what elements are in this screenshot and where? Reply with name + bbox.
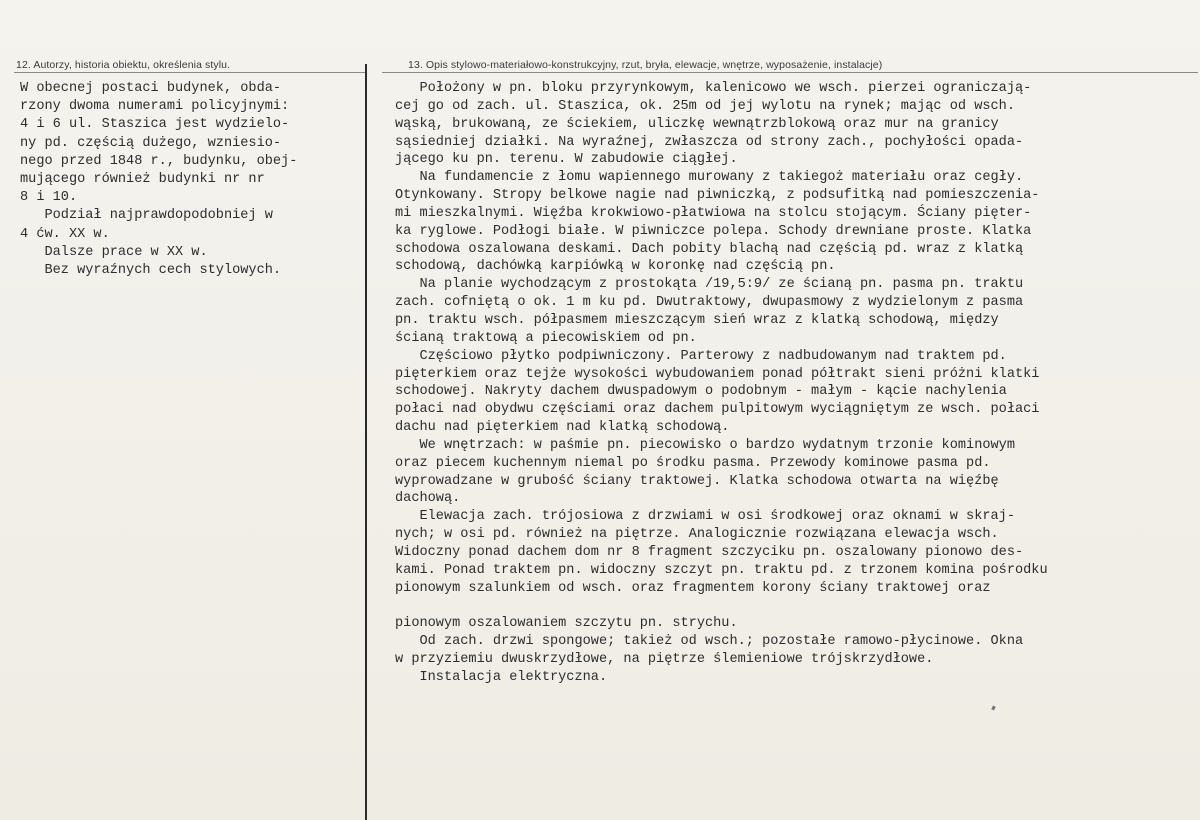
text-line: cej go od zach. ul. Staszica, ok. 25m od jej wylotu na rynek; mając od wsch. xyxy=(395,98,1015,114)
text-line: jącego ku pn. terenu. W zabudowie ciągłej. xyxy=(395,152,738,168)
text-line: kami. Ponad traktem pn. widoczny szczyt pn. traktu pd. z trzonem komina pośrodku xyxy=(395,562,1048,578)
text-line xyxy=(395,597,1195,615)
text-line: pn. traktu wsch. półpasmem mieszczącym sień wraz z klatką schodową, między xyxy=(395,312,999,328)
text-line: sąsiedniej działki. Na wyraźnej, zwłaszcza od strony zach., pochyłości opada- xyxy=(395,134,1024,150)
text-line: dachu nad pięterkiem nad klatką schodową. xyxy=(395,420,730,436)
text-line: Podział najprawdopodobniej w xyxy=(20,208,273,224)
text-line: Położony w pn. bloku przyrynkowym, kalenicowo we wsch. pierzei ograniczają- xyxy=(395,81,1032,96)
text-line: Otynkowany. Stropy belkowe nagie nad piwniczką, z podsufitką nad pomieszczenia- xyxy=(395,188,1040,204)
text-line: Elewacja zach. trójosiowa z drzwiami w osi środkowej oraz oknami w skraj- xyxy=(395,509,1015,525)
text-line: wyprowadzane w grubość ściany traktowej. Klatka schodowa otwarta na więźbę xyxy=(395,473,999,489)
text-line: schodową, dachówką karpiówką w koronkę nad częścią pn. xyxy=(395,259,836,275)
text-line: We wnętrzach: w paśmie pn. piecowisko o bardzo wydatnym trzonie kominowym xyxy=(395,437,1015,453)
text-line: Na planie wychodzącym z prostokąta /19,5:9/ ze ścianą pn. pasma pn. traktu xyxy=(395,277,1024,293)
text-line: dachową. xyxy=(395,491,461,507)
text-line: mującego również budynki nr nr xyxy=(20,172,265,188)
text-line: schodowa oszalowana deskami. Dach pobity blachą nad częścią pd. wraz z klatką xyxy=(395,241,1024,257)
text-line: połaci nad obydwu częściami oraz dachem pulpitowym wyciągniętym ze wsch. połaci xyxy=(395,402,1040,418)
text-line: Bez wyraźnych cech stylowych. xyxy=(20,263,282,279)
text-line: ścianą traktową a piecowiskiem od pn. xyxy=(395,330,697,346)
left-header-rule xyxy=(14,72,366,73)
text-line: 8 i 10. xyxy=(20,190,78,206)
text-line: wąską, brukowaną, ze ściekiem, uliczkę wewnątrzblokową oraz mur na granicy xyxy=(395,116,999,132)
text-line: pięterkiem oraz tejże wysokości wybudowaniem ponad półtrakt sieni próżni klatki xyxy=(395,366,1040,382)
text-line: Widoczny ponad dachem dom nr 8 fragment szczyciku pn. oszalowany pionowo des- xyxy=(395,544,1024,560)
text-line: Na fundamencie z łomu wapiennego murowany z takiegoż materiału oraz cegły. xyxy=(395,170,1024,186)
text-line: mi mieszkalnymi. Więźba krokwiowo-płatwiowa na stolcu stojącym. Ściany pięter- xyxy=(395,205,1032,221)
text-line: zach. cofniętą o ok. 1 m ku pd. Dwutraktowy, dwupasmowy z wydzielonym z pasma xyxy=(395,295,1024,311)
text-line: oraz piecem kuchennym niemal po środku pasma. Przewody kominowe pasma pd. xyxy=(395,455,991,471)
text-line: W obecnej postaci budynek, obda- xyxy=(20,81,282,96)
column-divider xyxy=(365,64,367,820)
text-line: w przyziemiu dwuskrzydłowe, na piętrze ślemieniowe trójskrzydłowe. xyxy=(395,652,934,667)
right-column-text xyxy=(395,80,1195,687)
text-line: pionowym oszalowaniem szczytu pn. strychu. xyxy=(395,616,738,632)
text-line: 4 ćw. XX w. xyxy=(20,226,110,242)
text-line: nego przed 1848 r., budynku, obej- xyxy=(20,153,298,169)
text-line: Częściowo płytko podpiwniczony. Parterowy z nadbudowanym nad traktem pd. xyxy=(395,348,1007,364)
text-line: schodowej. Nakryty dachem dwuspadowym o podobnym - małym - kącie nachylenia xyxy=(395,384,1007,400)
text-line: rzony dwoma numerami policyjnymi: xyxy=(20,99,290,115)
stray-mark xyxy=(991,706,995,711)
left-section-header: 12. Autorzy, historia obiektu, określenia stylu. xyxy=(16,59,231,71)
text-line: Od zach. drzwi spongowe; takież od wsch.; pozostałe ramowo-płycinowe. Okna xyxy=(395,634,1024,650)
left-column-text xyxy=(20,80,365,280)
text-line: Instalacja elektryczna. xyxy=(395,669,608,685)
text-line: ny pd. częścią dużego, wzniesio- xyxy=(20,135,282,151)
text-line: ka ryglowe. Podłogi białe. W piwniczce polepa. Schody drewniane proste. Klatka xyxy=(395,223,1032,239)
right-header-rule xyxy=(382,72,1198,73)
text-line: Dalsze prace w XX w. xyxy=(20,244,208,260)
right-section-header: 13. Opis stylowo-materiałowo-konstrukcyjny, rzut, bryła, elewacje, wnętrze, wyposażenie, instalacje) xyxy=(408,59,883,71)
text-line: nych; w osi pd. również na piętrze. Analogicznie rozwiązana elewacja wsch. xyxy=(395,527,999,543)
text-line: 4 i 6 ul. Staszica jest wydzielo- xyxy=(20,117,290,133)
text-line: pionowym szalunkiem od wsch. oraz fragmentem korony ściany traktowej oraz xyxy=(395,580,991,596)
